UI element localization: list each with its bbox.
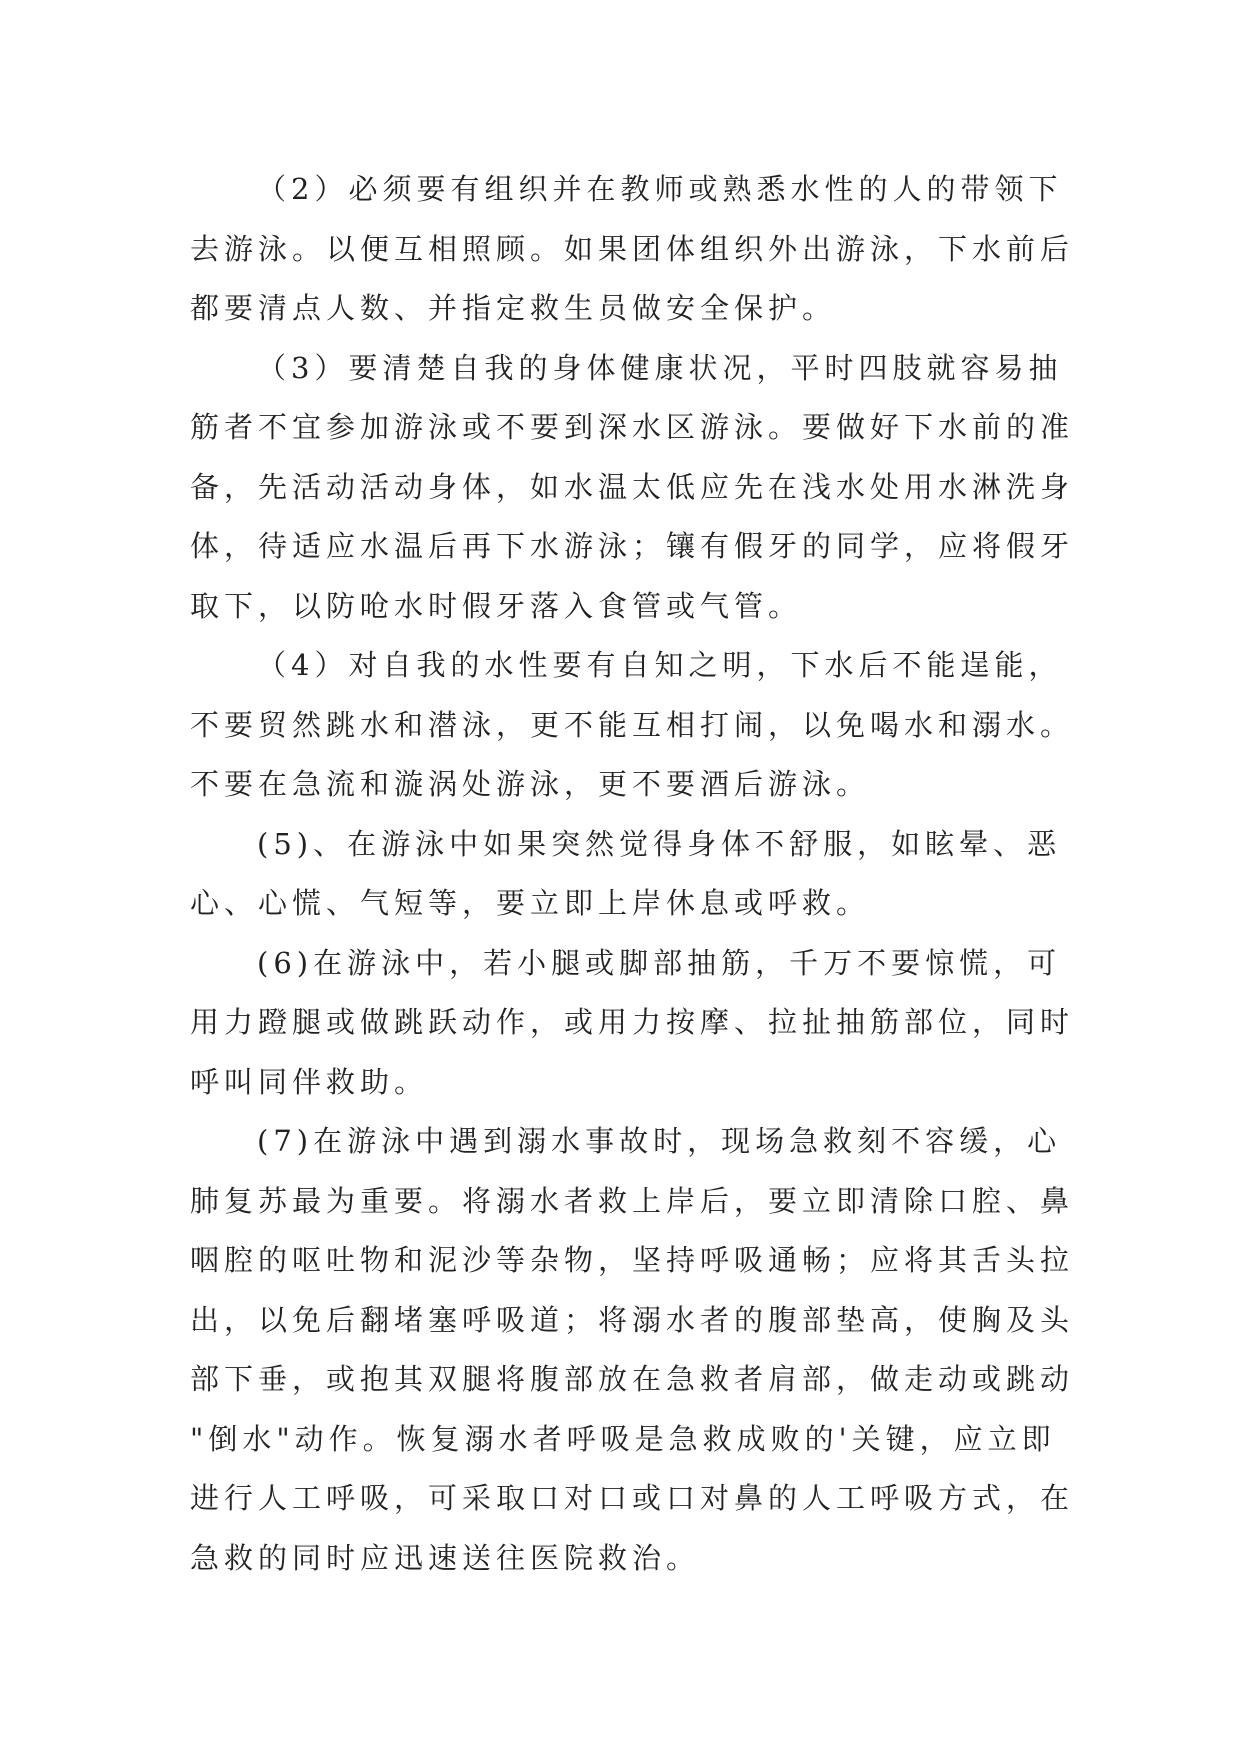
paragraph-4-line-2: 不要贸然跳水和潜泳，更不能互相打闹，以免喝水和溺水。 [190,707,1075,742]
paragraph-7-line-4: 出，以免后翻堵塞呼吸道；将溺水者的腹部垫高，使胸及头 [190,1302,1075,1337]
paragraph-3-line-5: 取下，以防呛水时假牙落入食管或气管。 [190,588,803,623]
paragraph-7-line-7: 进行人工呼吸，可采取口对口或口对鼻的人工呼吸方式，在 [190,1481,1075,1515]
paragraph-3-line-2: 筋者不宜参加游泳或不要到深水区游泳。要做好下水前的准 [190,410,1075,444]
paragraph-6-line-1: (6)在游泳中，若小腿或脚部抽筋，千万不要惊慌，可 [257,945,1062,980]
paragraph-2-line-1: （2）必须要有组织并在教师或熟悉水性的人的带领下 [257,172,1063,206]
document-body [190,160,1075,1588]
paragraph-7-line-5: 部下垂，或抱其双腿将腹部放在急救者肩部，做走动或跳动 [190,1362,1075,1396]
paragraph-3-line-3: 备，先活动活动身体，如水温太低应先在浅水处用水淋洗身 [190,469,1075,504]
paragraph-6-line-2: 用力蹬腿或做跳跃动作，或用力按摩、拉扯抽筋部位，同时 [190,1005,1075,1039]
paragraph-6-line-3: 呼叫同伴救助。 [190,1064,429,1099]
paragraph-4-line-1: （4）对自我的水性要有自知之明，下水后不能逞能， [257,648,1063,682]
paragraph-7-line-2: 肺复苏最为重要。将溺水者救上岸后，要立即清除口腔、鼻 [190,1183,1075,1218]
paragraph-3-line-4: 体，待适应水温后再下水游泳；镶有假牙的同学，应将假牙 [190,529,1075,563]
paragraph-7-line-6: "倒水"动作。恢复溺水者呼吸是急救成败的'关键，应立即 [190,1421,1056,1456]
paragraph-2-line-2: 去游泳。以便互相照顾。如果团体组织外出游泳，下水前后 [190,231,1075,266]
paragraph-4-line-3: 不要在急流和漩涡处游泳，更不要酒后游泳。 [190,767,871,801]
paragraph-5-line-2: 心、心慌、气短等，要立即上岸休息或呼救。 [190,886,871,920]
paragraph-2-line-3: 都要清点人数、并指定救生员做安全保护。 [190,291,837,325]
paragraph-7-line-1: (7)在游泳中遇到溺水事故时，现场急救刻不容缓，心 [257,1124,1062,1158]
paragraph-3-line-1: （3）要清楚自我的身体健康状况，平时四肢就容易抽 [257,350,1063,385]
paragraph-7-line-3: 咽腔的呕吐物和泥沙等杂物，坚持呼吸通畅；应将其舌头拉 [190,1243,1075,1277]
paragraph-7-line-8: 急救的同时应迅速送往医院救治。 [190,1540,701,1575]
paragraph-5-line-1: (5)、在游泳中如果突然觉得身体不舒服，如眩晕、恶 [257,826,1062,861]
